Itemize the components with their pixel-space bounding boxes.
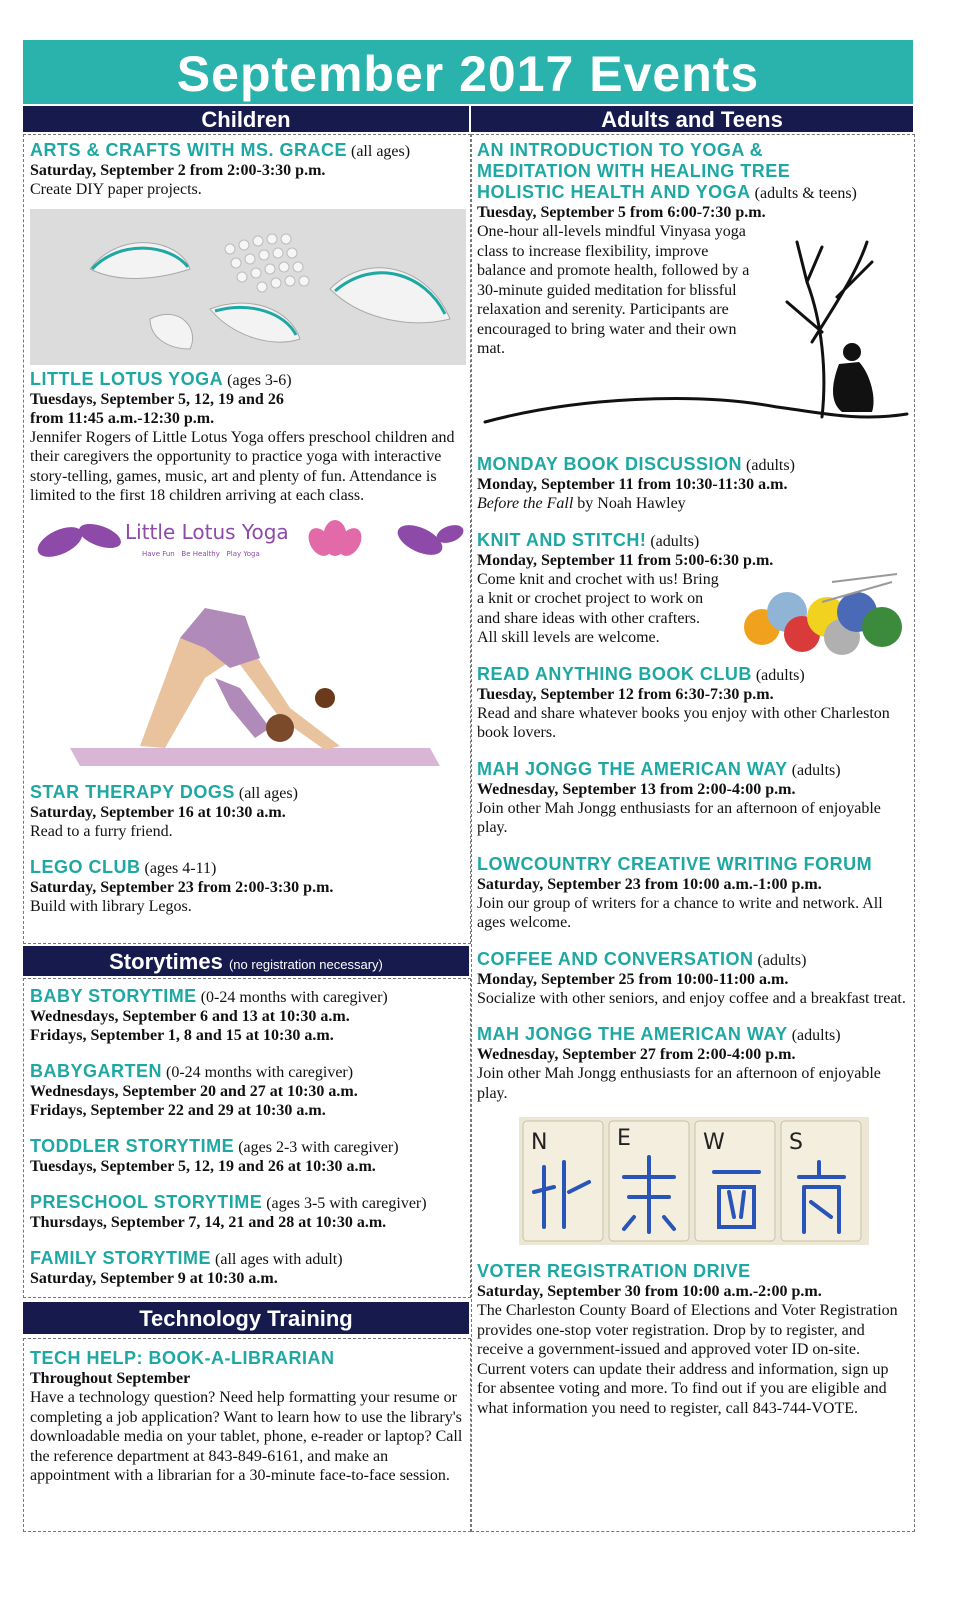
event-title: LITTLE LOTUS YOGA [30,368,224,389]
event-tag: (adults) [757,951,807,969]
event-date: Wednesday, September 13 from 2:00-4:00 p.m. [477,780,796,798]
event-date: Fridays, September 1, 8 and 15 at 10:30 a.m. [30,1027,334,1044]
event-tag: (ages 3-6) [227,371,292,389]
event-title: TECH HELP: BOOK-A-LIBRARIAN [30,1348,335,1368]
book-title: Before the Fall [477,495,574,512]
technology-header: Technology Training [23,1302,469,1334]
event-date: Thursdays, September 7, 14, 21 and 28 at 10:30 a.m. [30,1214,387,1231]
event-title: STAR THERAPY DOGS [30,781,235,802]
event-tag: (ages 4-11) [144,860,217,877]
event-title: LEGO CLUB [30,857,141,877]
storytimes-header [23,946,469,976]
adults-header: Adults and Teens [471,106,913,132]
event-desc: Have a technology question? Need help formatting your resume or completing a job application? Want to learn how to use the library's downloadable media on your tablet, phone, e-reader or laptop? Call the reference department at 843-849-6161, and make an appointment with a librarian for a 30-minute face-to-face session. [30,1389,463,1484]
event-mah-jongg-1 [477,759,911,838]
adults-content [477,140,911,1418]
event-time: from 11:45 a.m.-12:30 p.m. [30,409,215,427]
event-tech-help [30,1348,466,1486]
yoga-photo [30,578,466,778]
event-toddler-storytime [30,1136,466,1176]
tile-south: S [789,1130,803,1155]
event-date: Tuesdays, September 5, 12, 19 and 26 [30,390,284,408]
event-voter-registration [477,1261,911,1418]
event-dogs [30,782,466,842]
storytimes-note: (no registration necessary) [228,957,383,972]
event-desc: Come knit and crochet with us! Bring a knit or crochet project to work on and share ideas with other crafters. All skill levels are welcome. [477,570,719,646]
event-date: Saturday, September 16 at 10:30 a.m. [30,803,286,821]
event-baby-storytime [30,986,466,1045]
event-tag: (adults) [755,666,805,684]
event-date: Throughout September [30,1370,191,1387]
tile-east: E [617,1126,631,1151]
children-header: Children [23,106,469,132]
page-title: September 2017 Events [23,40,913,104]
tech-content [30,1348,466,1486]
event-tag: (0-24 months with caregiver) [166,1064,354,1081]
event-desc: Read to a furry friend. [30,822,173,840]
book-author: by Noah Hawley [577,495,686,512]
event-desc: Join other Mah Jongg enthusiasts for an afternoon of enjoyable play. [477,799,881,836]
event-date: Saturday, September 23 from 10:00 a.m.-1:00 p.m. [477,875,822,893]
event-title: VOTER REGISTRATION DRIVE [477,1261,751,1281]
event-date: Saturday, September 9 at 10:30 a.m. [30,1270,278,1287]
event-date: Monday, September 11 from 5:00-6:30 p.m. [477,551,774,569]
event-tag: (0-24 months with caregiver) [200,989,388,1006]
event-arts [30,140,466,200]
event-tag: (adults & teens) [754,185,857,202]
tree-meditation-illustration [477,222,911,452]
event-tag: (adults) [650,532,700,550]
event-title: BABYGARTEN [30,1061,163,1081]
event-title-line3: HOLISTIC HEALTH AND YOGA [477,182,751,202]
event-desc: Read and share whatever books you enjoy with other Charleston book lovers. [477,704,890,741]
lotus-logo-text: Little Lotus Yoga [125,519,289,544]
event-tag: (adults) [791,1027,841,1044]
event-yoga-meditation [477,140,911,454]
event-desc: One-hour all-levels mindful Vinyasa yoga class to increase flexibility, improve balance and promote health, followed by a 30-minute guided meditation for blissful relaxation and serenity. Participants are encouraged to bring water and their own mat. [477,223,750,357]
event-tag: (all ages) [351,143,411,160]
event-title: KNIT AND STITCH! [477,529,647,550]
storytimes-title: Storytimes [109,949,223,974]
event-desc: Join our group of writers for a chance to write and network. All ages welcome. [477,894,883,931]
event-family-storytime [30,1248,466,1288]
event-date: Saturday, September 30 from 10:00 a.m.-2:00 p.m. [477,1283,822,1300]
event-date: Fridays, September 22 and 29 at 10:30 a.m. [30,1102,326,1119]
event-tag: (adults) [791,761,841,779]
lotus-logo-tagline: Have Fun Be Healthy Play Yoga [142,549,260,558]
event-lego [30,857,466,917]
event-title: MAH JONGG THE AMERICAN WAY [477,1024,788,1044]
event-date: Wednesdays, September 20 and 27 at 10:30 a.m. [30,1083,358,1100]
event-desc: Join other Mah Jongg enthusiasts for an afternoon of enjoyable play. [477,1065,881,1102]
event-title: LOWCOUNTRY CREATIVE WRITING FORUM [477,853,873,874]
event-title-line2: MEDITATION WITH HEALING TREE [477,161,791,181]
event-desc: Socialize with other seniors, and enjoy coffee and a breakfast treat. [477,989,906,1007]
event-babygarten [30,1061,466,1120]
event-desc: Build with library Legos. [30,898,192,915]
event-date: Tuesdays, September 5, 12, 19 and 26 at 10:30 a.m. [30,1158,376,1175]
tile-west: W [703,1130,725,1155]
event-title: BABY STORYTIME [30,986,197,1006]
tile-north: N [531,1130,548,1155]
event-title: FAMILY STORYTIME [30,1248,212,1268]
event-desc: Jennifer Rogers of Little Lotus Yoga offers preschool children and their caregivers the opportunity to practice yoga with interactive story-telling, games, music, art and plenty of fun. Attendance is limited to the first 18 children arriving at each class. [30,428,455,504]
event-title: PRESCHOOL STORYTIME [30,1192,263,1212]
event-tag: (adults) [746,457,795,474]
event-tag: (all ages) [238,784,298,802]
event-knit-stitch [477,530,911,648]
event-coffee [477,949,911,1009]
storytimes-content [30,986,466,1288]
event-title: COFFEE AND CONVERSATION [477,948,754,969]
event-tag: (ages 2-3 with caregiver) [238,1139,399,1156]
event-date: Wednesdays, September 6 and 13 at 10:30 a.m. [30,1008,350,1025]
event-date: Saturday, September 23 from 2:00-3:30 p.m. [30,879,334,896]
yarn-balls-image [732,572,902,662]
event-title: MONDAY BOOK DISCUSSION [477,454,743,474]
event-read-anything [477,664,911,743]
event-title: TODDLER STORYTIME [30,1136,235,1156]
event-date: Tuesday, September 5 from 6:00-7:30 p.m. [477,204,766,221]
event-tag: (all ages with adult) [215,1251,343,1268]
event-writing-forum [477,854,911,933]
event-desc: The Charleston County Board of Elections and Voter Registration provides one-stop voter registration. Drop by to register, and receive a government-issued and approved voter ID on-site. Current voters can update their address and information, sign up for absentee voting and more. To find out if you are eligible and what information you need to register, call 843-744-VOTE. [477,1302,898,1417]
event-date: Monday, September 25 from 10:00-11:00 a.m. [477,970,789,988]
event-book-discussion [477,454,911,514]
event-desc: Create DIY paper projects. [30,181,202,198]
event-date: Saturday, September 2 from 2:00-3:30 p.m. [30,162,326,179]
paper-art-image [30,209,466,365]
event-title: READ ANYTHING BOOK CLUB [477,663,752,684]
mahjong-tiles-image [519,1117,869,1245]
event-date: Wednesday, September 27 from 2:00-4:00 p.m. [477,1046,796,1063]
event-tag: (ages 3-5 with caregiver) [266,1195,427,1212]
event-title: ARTS & CRAFTS WITH MS. GRACE [30,140,347,160]
event-title: MAH JONGG THE AMERICAN WAY [477,758,788,779]
event-date: Monday, September 11 from 10:30-11:30 a.m. [477,476,788,493]
event-title-line1: AN INTRODUCTION TO YOGA & [477,140,764,160]
event-lotus [30,369,466,506]
event-date: Tuesday, September 12 from 6:30-7:30 p.m. [477,685,774,703]
event-mah-jongg-2 [477,1024,911,1103]
children-content [30,140,466,917]
event-preschool-storytime [30,1192,466,1232]
